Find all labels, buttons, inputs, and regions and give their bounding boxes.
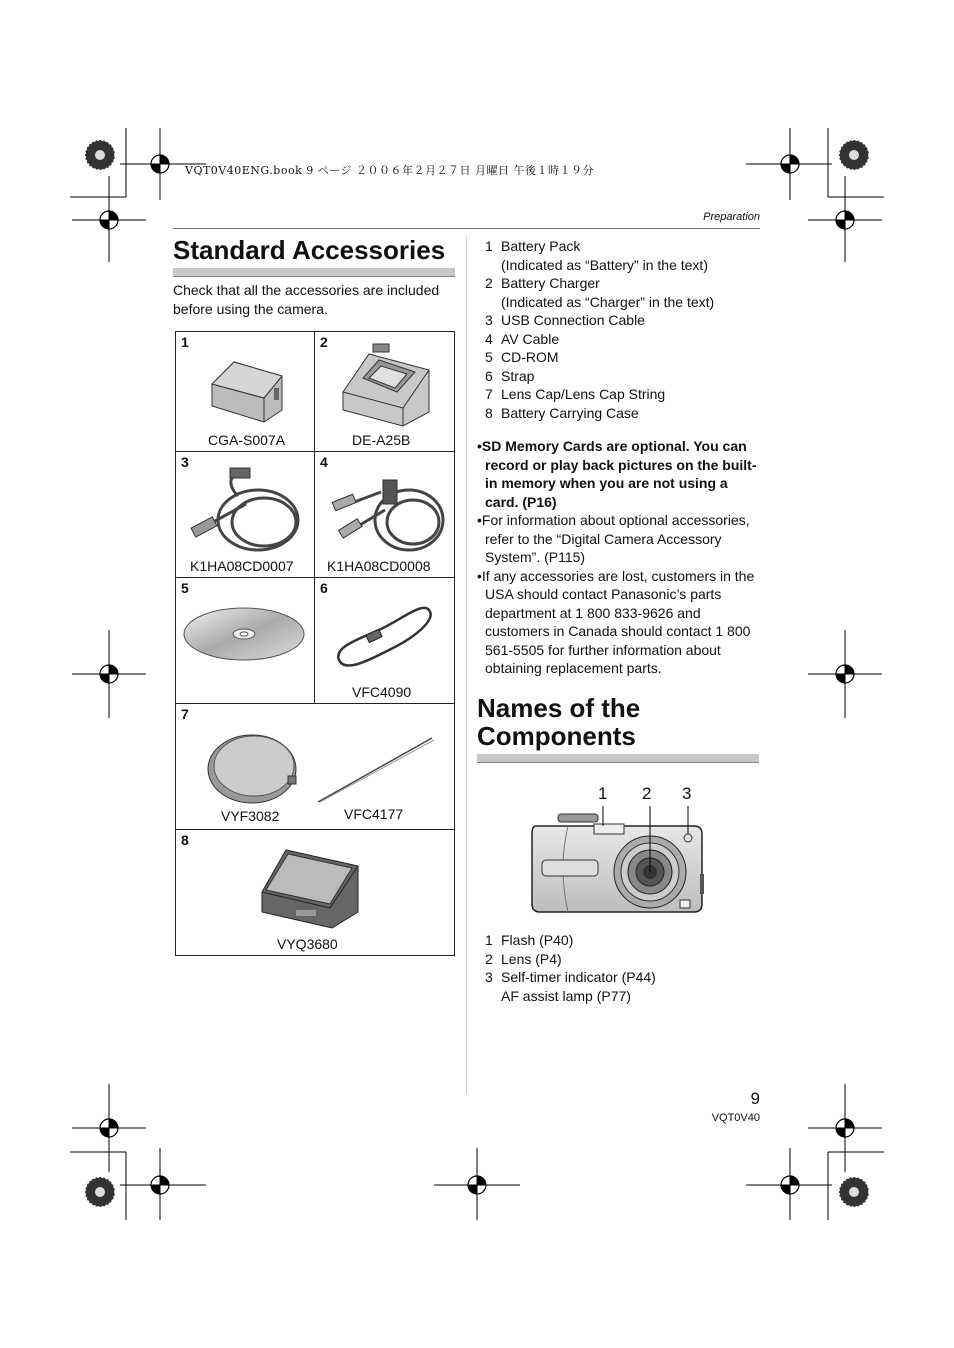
accessory-cell-7 bbox=[176, 704, 455, 830]
camera-front-icon bbox=[528, 804, 706, 918]
section-title-components: Names of the Components bbox=[477, 693, 641, 751]
product-code: K1HA08CD0007 bbox=[190, 558, 294, 574]
product-code-2: VFC4177 bbox=[344, 806, 404, 822]
components-title-bar bbox=[477, 754, 759, 763]
list-item: 2 Lens (P4) bbox=[485, 950, 562, 967]
accessory-table bbox=[175, 331, 455, 956]
print-header: VQT0V40ENG.book 9 ページ ２００６年２月２７日 月曜日 午後１時１９分 bbox=[185, 164, 594, 177]
component-list bbox=[485, 931, 765, 1005]
page-title: Standard Accessories bbox=[173, 235, 446, 265]
av-cable-icon bbox=[329, 464, 449, 558]
accessory-cell-4 bbox=[315, 452, 455, 578]
usb-cable-icon bbox=[186, 464, 306, 558]
cell-number: 7 bbox=[181, 706, 189, 722]
callout-3: 3 bbox=[682, 784, 692, 803]
cell-number: 5 bbox=[181, 580, 189, 596]
product-code: VFC4090 bbox=[352, 684, 412, 700]
accessory-cell-2 bbox=[315, 332, 455, 452]
callout-2: 2 bbox=[642, 784, 652, 803]
list-item: 7 Lens Cap/Lens Cap String bbox=[485, 386, 666, 402]
battery-case-icon bbox=[258, 842, 362, 932]
notes bbox=[477, 437, 759, 678]
list-item: 5 CD-ROM bbox=[485, 349, 559, 365]
accessory-cell-8 bbox=[176, 830, 455, 956]
accessory-cell-3 bbox=[176, 452, 315, 578]
product-code: VYF3082 bbox=[221, 808, 280, 824]
callout-1: 1 bbox=[598, 784, 608, 803]
cell-number: 8 bbox=[181, 832, 189, 848]
title-bar bbox=[173, 268, 455, 277]
section-label: Preparation bbox=[703, 211, 760, 223]
intro-text: Check that all the accessories are included before using the camera. bbox=[173, 282, 440, 317]
cd-rom-icon bbox=[182, 606, 308, 662]
column-divider bbox=[466, 236, 467, 1094]
product-code: K1HA08CD0008 bbox=[327, 558, 431, 574]
list-item: 1 Battery Pack (Indicated as “Battery” in the text) bbox=[485, 238, 708, 273]
note-optional-accessories: •For information about optional accessories, refer to the “Digital Camera Accessory System”. (P115) bbox=[477, 512, 750, 565]
accessory-cell-6 bbox=[315, 578, 455, 704]
list-item: 3 USB Connection Cable bbox=[485, 312, 645, 328]
product-code: DE-A25B bbox=[352, 432, 411, 448]
list-item: 3 Self-timer indicator (P44) AF assist lamp (P77) bbox=[485, 969, 656, 1004]
model-code: VQT0V40 bbox=[711, 1112, 760, 1124]
accessory-list bbox=[485, 237, 765, 422]
list-item: 2 Battery Charger (Indicated as “Charger” in the text) bbox=[485, 275, 715, 310]
product-code: VYQ3680 bbox=[277, 936, 338, 952]
cell-number: 3 bbox=[181, 454, 189, 470]
list-item: 6 Strap bbox=[485, 367, 535, 384]
lens-cap-string-icon bbox=[314, 734, 438, 806]
battery-charger-icon bbox=[339, 342, 433, 428]
strap-icon bbox=[333, 598, 437, 670]
cell-number: 4 bbox=[320, 454, 328, 470]
header-rule bbox=[173, 228, 760, 229]
note-sd-card: •SD Memory Cards are optional. You can record or play back pictures on the built-in memory when you are not using a card. (P16) bbox=[477, 438, 757, 510]
lens-cap-icon bbox=[204, 732, 300, 806]
accessory-cell-1 bbox=[176, 332, 315, 452]
page-number: 9 bbox=[750, 1089, 760, 1108]
cell-number: 1 bbox=[181, 334, 189, 350]
cell-number: 2 bbox=[320, 334, 328, 350]
list-item: 4 AV Cable bbox=[485, 330, 560, 347]
cell-number: 6 bbox=[320, 580, 328, 596]
accessory-cell-5 bbox=[176, 578, 315, 704]
list-item: 8 Battery Carrying Case bbox=[485, 404, 639, 421]
list-item: 1 Flash (P40) bbox=[485, 932, 574, 948]
battery-pack-icon bbox=[204, 354, 286, 424]
product-code: CGA-S007A bbox=[208, 432, 286, 448]
note-lost-accessories: •If any accessories are lost, customers in the USA should contact Panasonic’s parts department at 1 800 833-9626 and customers in Canada should contact 1 800 561-5505 for further information about obtaining replacement parts. bbox=[477, 567, 755, 676]
